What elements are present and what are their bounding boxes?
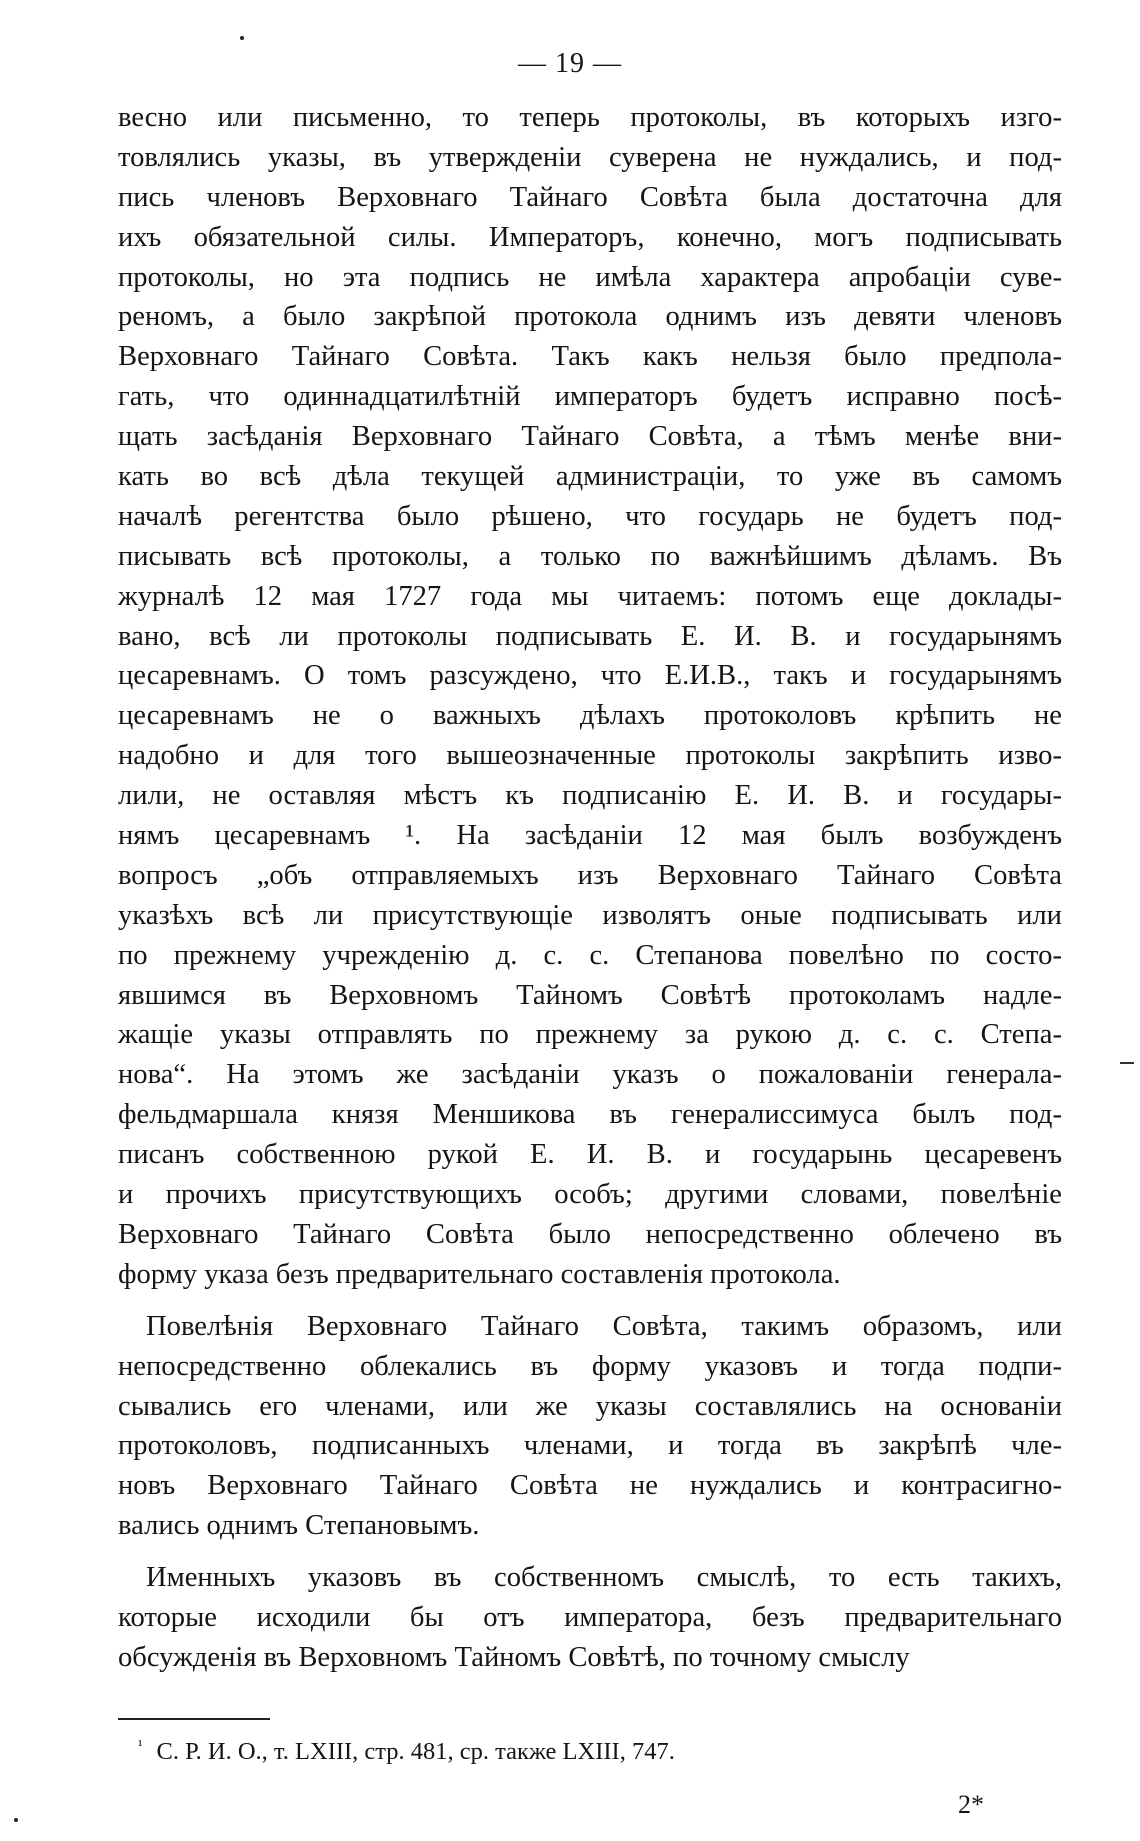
text-line: гать, что одиннадцатилѣтній императоръ будетъ исправно посѣ- <box>118 381 1062 413</box>
text-line: щать засѣданія Верховнаго Тайнаго Совѣта, а тѣмъ менѣе вни- <box>118 421 1062 453</box>
print-speck <box>14 1818 18 1822</box>
text-line: Повелѣнія Верховнаго Тайнаго Совѣта, такимъ образомъ, или <box>146 1310 1062 1342</box>
text-line: нямъ цесаревнамъ ¹. На засѣданіи 12 мая былъ возбужденъ <box>118 820 1062 852</box>
footnote-divider <box>118 1718 270 1720</box>
text-line: товлялись указы, въ утвержденіи суверена не нуждались, и под- <box>118 141 1062 173</box>
text-line: обсужденія въ Верховномъ Тайномъ Совѣтѣ, по точному смыслу <box>118 1641 910 1673</box>
page-number: — 19 — <box>518 48 622 79</box>
paragraph-gap <box>118 1295 1062 1307</box>
text-line: цесаревнамъ. О томъ разсуждено, что Е.И.В., такъ и государынямъ <box>118 660 1062 692</box>
text-line: вано, всѣ ли протоколы подписывать Е. И. В. и государынямъ <box>118 620 1062 652</box>
footnote <box>138 1738 675 1766</box>
footnote-text: С. Р. И. О., т. LXIII, стр. 481, ср. также LXIII, 747. <box>156 1738 675 1766</box>
text-line: журналѣ 12 мая 1727 года мы читаемъ: потомъ еще доклады- <box>118 580 1062 612</box>
body-text <box>118 98 1062 1678</box>
paragraph <box>118 1307 1062 1546</box>
print-speck <box>240 36 244 40</box>
text-line: кать во всѣ дѣла текущей администраціи, то уже въ самомъ <box>118 461 1062 493</box>
paragraph <box>118 98 1062 1295</box>
text-line: Верховнаго Тайнаго Совѣта было непосредственно облечено въ <box>118 1218 1062 1250</box>
margin-mark <box>1120 1062 1134 1064</box>
text-line: и прочихъ присутствующихъ особъ; другими словами, повелѣніе <box>118 1179 1062 1211</box>
text-line: писывать всѣ протоколы, а только по важнѣйшимъ дѣламъ. Въ <box>118 540 1062 572</box>
paragraph-gap <box>118 1546 1062 1558</box>
text-line: протоколы, но эта подпись не имѣла характера апробаціи суве- <box>118 261 1062 293</box>
text-line: по прежнему учрежденію д. с. с. Степанова повелѣно по состо- <box>118 939 1062 971</box>
text-line: Верховнаго Тайнаго Совѣта. Такъ какъ нельзя было предпола- <box>118 341 1062 373</box>
text-line: цесаревнамъ не о важныхъ дѣлахъ протоколовъ крѣпить не <box>118 700 1062 732</box>
text-line: фельдмаршала князя Меншикова въ генералиссимуса былъ под- <box>118 1099 1062 1131</box>
text-line: вопросъ „объ отправляемыхъ изъ Верховнаго Тайнаго Совѣта <box>118 859 1062 891</box>
text-line: которые исходили бы отъ императора, безъ предварительнаго <box>118 1601 1062 1633</box>
text-line: надобно и для того вышеозначенные протоколы закрѣпить изво- <box>118 740 1062 772</box>
text-line: нова“. На этомъ же засѣданіи указъ о пожалованіи генерала- <box>118 1059 1062 1091</box>
text-line: жащіе указы отправлять по прежнему за рукою д. с. с. Степа- <box>118 1019 1062 1051</box>
text-line: Именныхъ указовъ въ собственномъ смыслѣ, то есть такихъ, <box>146 1562 1062 1594</box>
footnote-marker: ¹ <box>138 1738 143 1754</box>
text-line: весно или письменно, то теперь протоколы, въ которыхъ изго- <box>118 102 1062 133</box>
text-line: новъ Верховнаго Тайнаго Совѣта не нуждались и контрасигно- <box>118 1470 1062 1502</box>
text-line: ихъ обязательной силы. Императоръ, конечно, могъ подписывать <box>118 221 1062 253</box>
paragraph <box>118 1558 1062 1678</box>
text-line: пись членовъ Верховнаго Тайнаго Совѣта была достаточна для <box>118 181 1062 213</box>
text-line: сывались его членами, или же указы составлялись на основаніи <box>118 1390 1062 1422</box>
text-line: форму указа безъ предварительнаго составленія протокола. <box>118 1258 841 1290</box>
text-line: вались однимъ Степановымъ. <box>118 1510 480 1542</box>
text-line: явшимся въ Верховномъ Тайномъ Совѣтѣ протоколамъ надле- <box>118 979 1062 1011</box>
text-line: лили, не оставляя мѣстъ къ подписанію Е. И. В. и государы- <box>118 780 1062 812</box>
text-line: писанъ собственною рукой Е. И. В. и государынь цесаревенъ <box>118 1139 1062 1171</box>
text-line: протоколовъ, подписанныхъ членами, и тогда въ закрѣпѣ чле- <box>118 1430 1062 1462</box>
text-line: началѣ регентства было рѣшено, что государь не будетъ под- <box>118 500 1062 532</box>
text-line: реномъ, а было закрѣпой протокола однимъ изъ девяти членовъ <box>118 301 1062 333</box>
text-line: указѣхъ всѣ ли присутствующіе изволятъ оные подписывать или <box>118 899 1062 931</box>
text-line: непосредственно облекались въ форму указовъ и тогда подпи- <box>118 1350 1062 1382</box>
signature-mark: 2* <box>958 1790 984 1819</box>
